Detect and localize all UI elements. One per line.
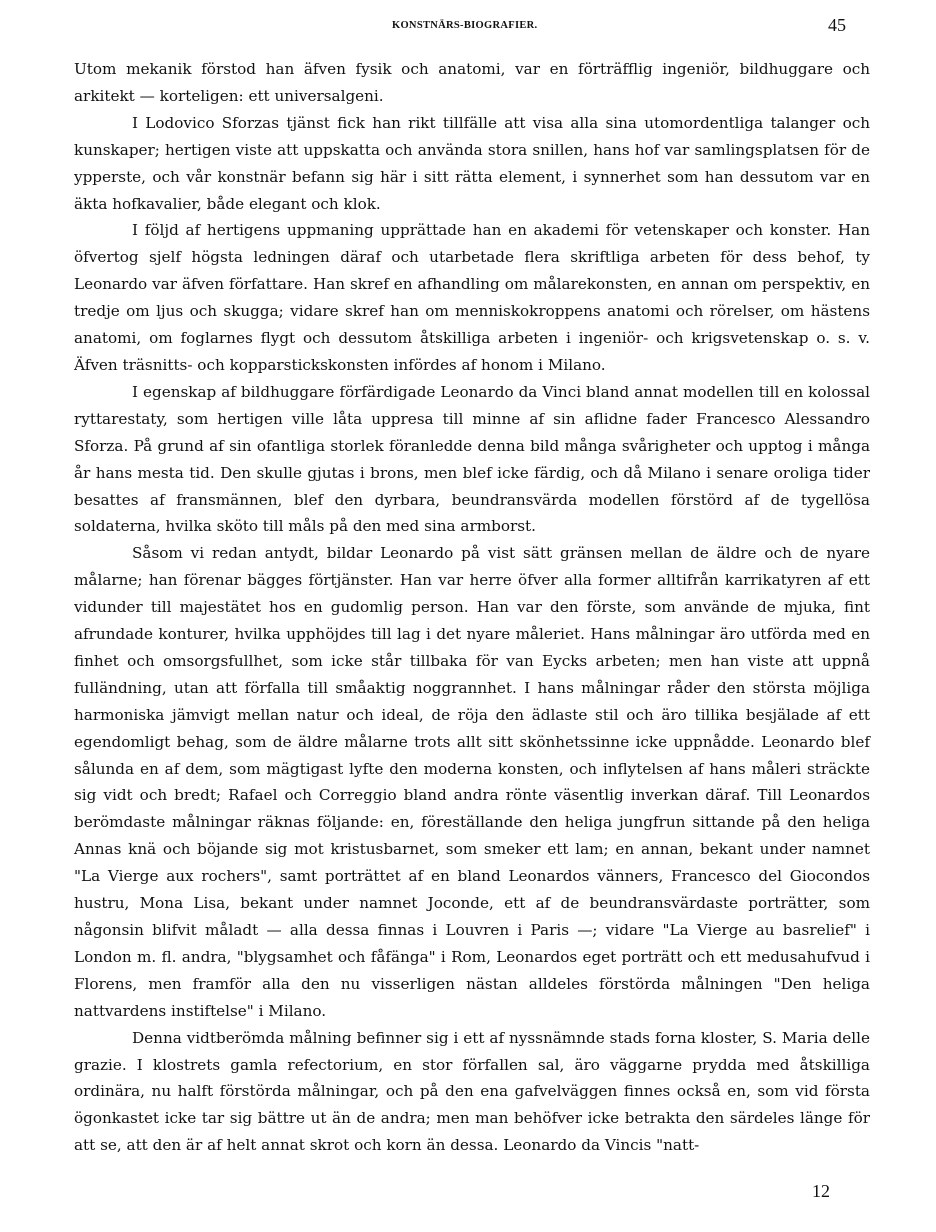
paragraph: Denna vidtberömda målning befinner sig i ett af nyssnämnde stads forna kloster, S. Maria delle grazie. I klostrets gamla refectorium, en stor förfallen sal, äro väggarne prydda med åtskilliga ordinära, nu halft förstörda målningar, och på den ena gafvelväggen finnes också en, som vid första ögonkastet icke tar sig bättre ut än de andra; men man behöfver icke betrakta den särdeles länge för att se, att den är af helt annat skrot och korn än dessa. Leonardo da Vincis "natt-	[74, 1028, 870, 1155]
paragraph: I egenskap af bildhuggare förfärdigade Leonardo da Vinci bland annat modellen till en kolossal ryttarestaty, som hertigen ville låta uppresa till minne af sin aflidne fader Francesco Alessandro Sforza. På grund af sin ofantliga storlek föranledde denna bild många svårigheter och upptog i många år hans mesta tid. Den skulle gjutas i brons, men blef icke färdig, och då Milano i senare oroliga tider besattes af fransmännen, blef den dyrbara, beundransvärda modellen förstörd af de tygellösa soldaterna, hvilka sköto till måls på den med sina armborst.	[74, 382, 870, 536]
paragraph: I följd af hertigens uppmaning upprättade han en akademi för vetenskaper och konster. Han öfvertog sjelf högsta ledningen däraf och utarbetade flera skriftliga arbeten för dess behof, ty Leonardo var äfven författare. Han skref en afhandling om målarekonsten, en annan om perspektiv, en tredje om ljus och skugga; vidare skref han om menniskokroppens anatomi och rörelser, om hästens anatomi, om foglarnes flygt och dessutom åtskilliga arbeten i ingeniör- och krigsvetenskap o. s. v. Äfven träsnitts- och kopparstickskonsten infördes af honom i Milano.	[74, 221, 870, 374]
page-number: 45	[828, 15, 846, 35]
running-head: KONSTNÄRS-BIOGRAFIER.	[392, 20, 538, 31]
paragraph: Såsom vi redan antydt, bildar Leonardo på vist sätt gränsen mellan de äldre och de nyare målarne; han förenar bägges förtjänster. Han var herre öfver alla former alltifrån karrikatyren af ett vidunder till majestätet hos en gudomlig person. Han var den förste, som använde de mjuka, fint afrundade konturer, hvilka upphöjdes till lag i det nyare måleriet. Hans målningar äro utförda med en finhet och omsorgsfullhet, som icke står tillbaka för van Eycks arbeten; men han viste att uppnå fulländning, utan att förfalla till småaktig noggrannhet. I hans målningar råder den största möjliga harmoniska jämvigt mellan natur och ideal, de röja den ädlaste stil och äro tillika besjälade af ett egendomligt behag, som de äldre målarne trots allt sitt skönhetssinne icke uppnådde. Leonardo blef sålunda en af dem, som mägtigast lyfte den moderna konsten, och inflytelsen af hans måleri sträckte sig vidt och bredt; Rafael och Correggio bland andra rönte väsentlig inverkan däraf. Till Leonardos berömdaste målningar räknas följande: en, föreställande den heliga jungfrun sittande på den heliga Annas knä och böjande sig mot kristusbarnet, som smeker ett lam; en annan, bekant under namnet "La Vierge aux rochers", samt porträttet af en bland Leonardos vänners, Francesco del Giocondos hustru, Mona Lisa, bekant under namnet Joconde, ett af de beundransvärdaste porträtter, som någonsin blifvit måladt — alla dessa finnas i Louvren i Paris —; vidare "La Vierge au basrelief" i London m. fl. andra, "blygsamhet och fåfänga" i Rom, Leonardos eget porträtt och ett medusahufvud i Florens, men framför alla den nu visserligen nästan alldeles förstörda målningen "Den heliga nattvardens instiftelse" i Milano.	[74, 544, 870, 1020]
paragraph: Utom mekanik förstod han äfven fysik och anatomi, var en förträfflig ingeniör, bildhuggare och arkitekt — korteligen: ett universalgeni.	[74, 60, 870, 105]
body-text	[74, 56, 870, 1159]
paragraph: I Lodovico Sforzas tjänst fick han rikt tillfälle att visa alla sina utomordentliga talanger och kunskaper; hertigen viste att uppskatta och använda stora snillen, hans hof var samlingsplatsen för de ypperste, och vår konstnär befann sig här i sitt rätta element, i synnerhet som han dessutom var en äkta hofkavalier, både elegant och klok.	[74, 113, 870, 213]
signature-mark: 12	[812, 1181, 830, 1201]
